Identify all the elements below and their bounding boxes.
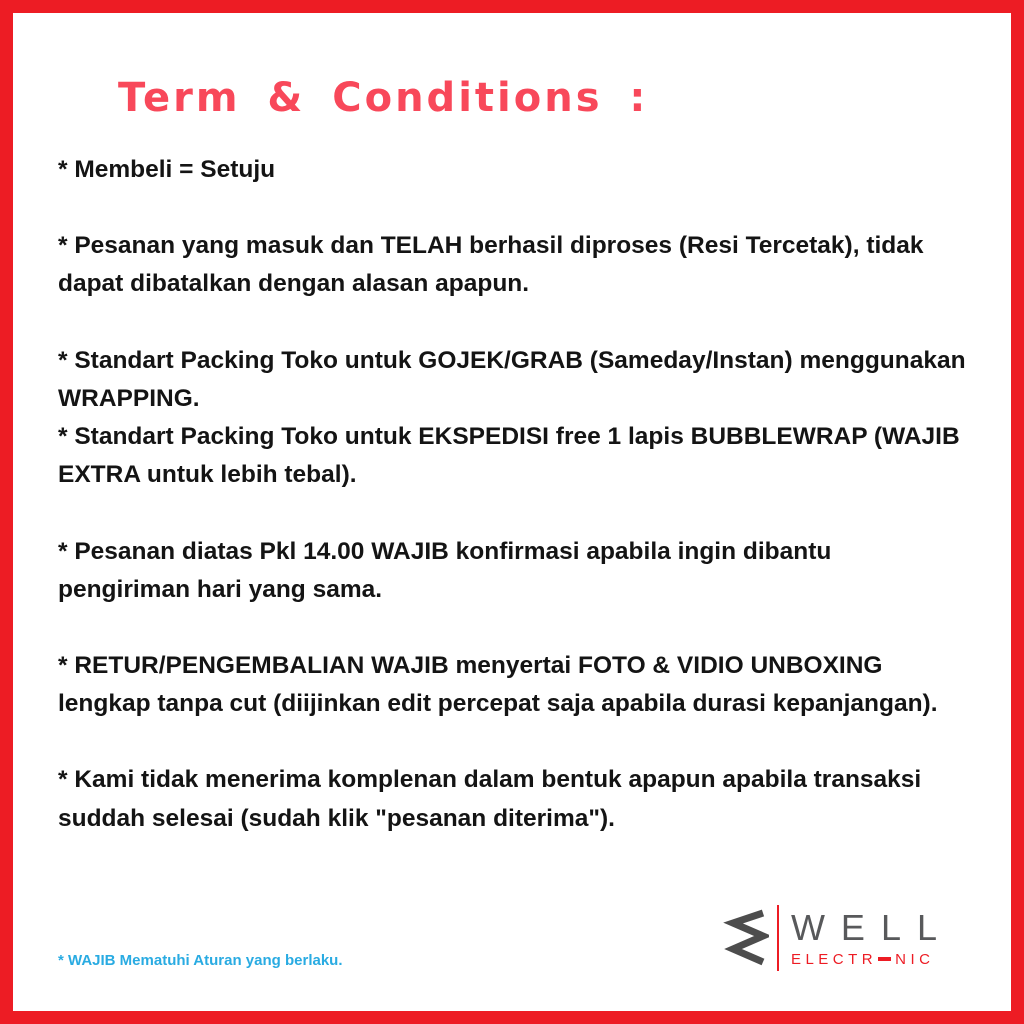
logo-letter-o-dash-icon <box>878 957 891 961</box>
term-paragraph: * Kami tidak menerima komplenan dalam bentuk apapun apabila transaksi suddah selesai (sudah klik "pesanan diterima"). <box>58 766 922 832</box>
logo-subtitle-text <box>791 951 953 968</box>
logo-subtitle-prefix: ELECTR <box>790 951 878 969</box>
brand-logo <box>723 905 953 971</box>
logo-subtitle-suffix: NIC <box>895 951 935 969</box>
page-title: Term & Conditions : <box>118 75 649 121</box>
term-paragraph: * Membeli = Setuju <box>58 156 276 183</box>
term-paragraph: * RETUR/PENGEMBALIAN WAJIB menyertai FOTO & VIDIO UNBOXING lengkap tanpa cut (diijinkan edit percepat saja apabila durasi kepanjangan). <box>58 651 938 718</box>
logo-divider-line <box>777 905 779 971</box>
term-paragraph: * Standart Packing Toko untuk EKSPEDISI free 1 lapis BUBBLEWRAP (WAJIB EXTRA untuk lebih tebal). <box>58 423 960 489</box>
footer-note: * WAJIB Mematuhi Aturan yang berlaku. <box>58 952 343 969</box>
terms-list <box>58 151 969 838</box>
zigzag-ribbon-icon <box>723 905 769 971</box>
term-paragraph: * Pesanan diatas Pkl 14.00 WAJIB konfirmasi apabila ingin dibantu pengiriman hari yang sama. <box>58 537 832 603</box>
term-paragraph: * Pesanan yang masuk dan TELAH berhasil diproses (Resi Tercetak), tidak dapat dibatalkan dengan alasan apapun. <box>58 232 924 298</box>
logo-text-block <box>791 908 953 969</box>
term-paragraph: * Standart Packing Toko untuk GOJEK/GRAB (Sameday/Instan) menggunakan WRAPPING. <box>58 346 966 412</box>
logo-brand-text: WELL <box>790 906 953 948</box>
